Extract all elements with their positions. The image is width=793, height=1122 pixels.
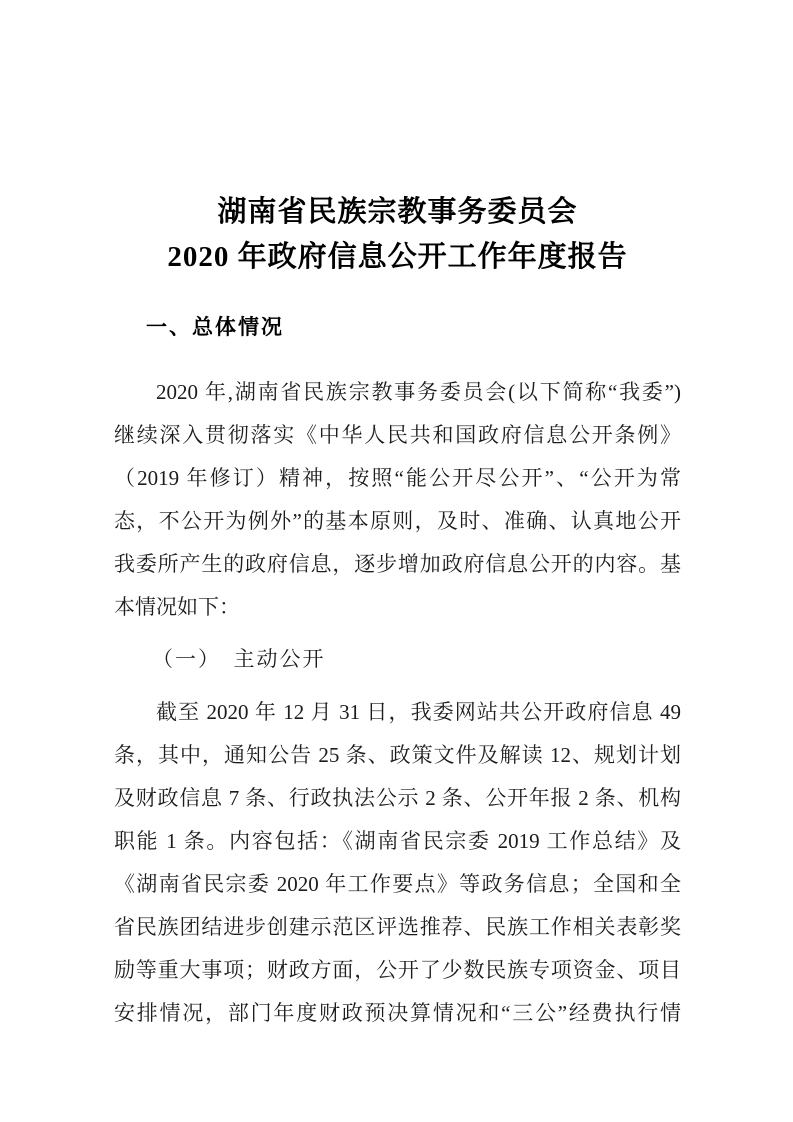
paragraph-line: 《湖南省民宗委 2020 年工作要点》等政务信息；全国和全: [114, 872, 681, 896]
paragraph-line: 职能 1 条。内容包括：《湖南省民宗委 2019 工作总结》及: [114, 829, 681, 853]
paragraph-line: （2019 年修订）精神，按照“能公开尽公开”、“公开为常: [114, 466, 681, 490]
paragraph-line: 我委所产生的政府信息，逐步增加政府信息公开的内容。基: [114, 552, 681, 576]
paragraph-disclosure: [114, 691, 681, 1035]
paragraph-line: 安排情况，部门年度财政预决算情况和“三公”经费执行情: [114, 1001, 681, 1025]
paragraph-line: 及财政信息 7 条、行政执法公示 2 条、公开年报 2 条、机构: [114, 786, 681, 810]
paragraph-line: 2020 年,湖南省民族宗教事务委员会(以下简称“我委”): [156, 380, 681, 404]
subheading-active-disclosure: （一） 主动公开: [152, 647, 326, 671]
paragraph-line: 继续深入贯彻落实《中华人民共和国政府信息公开条例》: [114, 423, 681, 447]
paragraph-line: 态，不公开为例外”的基本原则，及时、准确、认真地公开: [114, 509, 681, 533]
paragraph-line: 本情况如下：: [114, 595, 240, 619]
document-title-line-2: 2020 年政府信息公开工作年度报告: [167, 241, 628, 273]
paragraph-intro: [114, 371, 681, 629]
paragraph-line: 省民族团结进步创建示范区评选推荐、民族工作相关表彰奖: [114, 915, 681, 939]
paragraph-line: 截至 2020 年 12 月 31 日，我委网站共公开政府信息 49: [156, 700, 681, 724]
section-heading-overall: 一、总体情况: [146, 316, 284, 339]
paragraph-line: 励等重大事项；财政方面，公开了少数民族专项资金、项目: [114, 958, 681, 982]
paragraph-line: 条，其中，通知公告 25 条、政策文件及解读 12、规划计划: [114, 743, 681, 767]
document-title: [114, 190, 681, 280]
document-title-line-1: 湖南省民族宗教事务委员会: [217, 196, 578, 228]
